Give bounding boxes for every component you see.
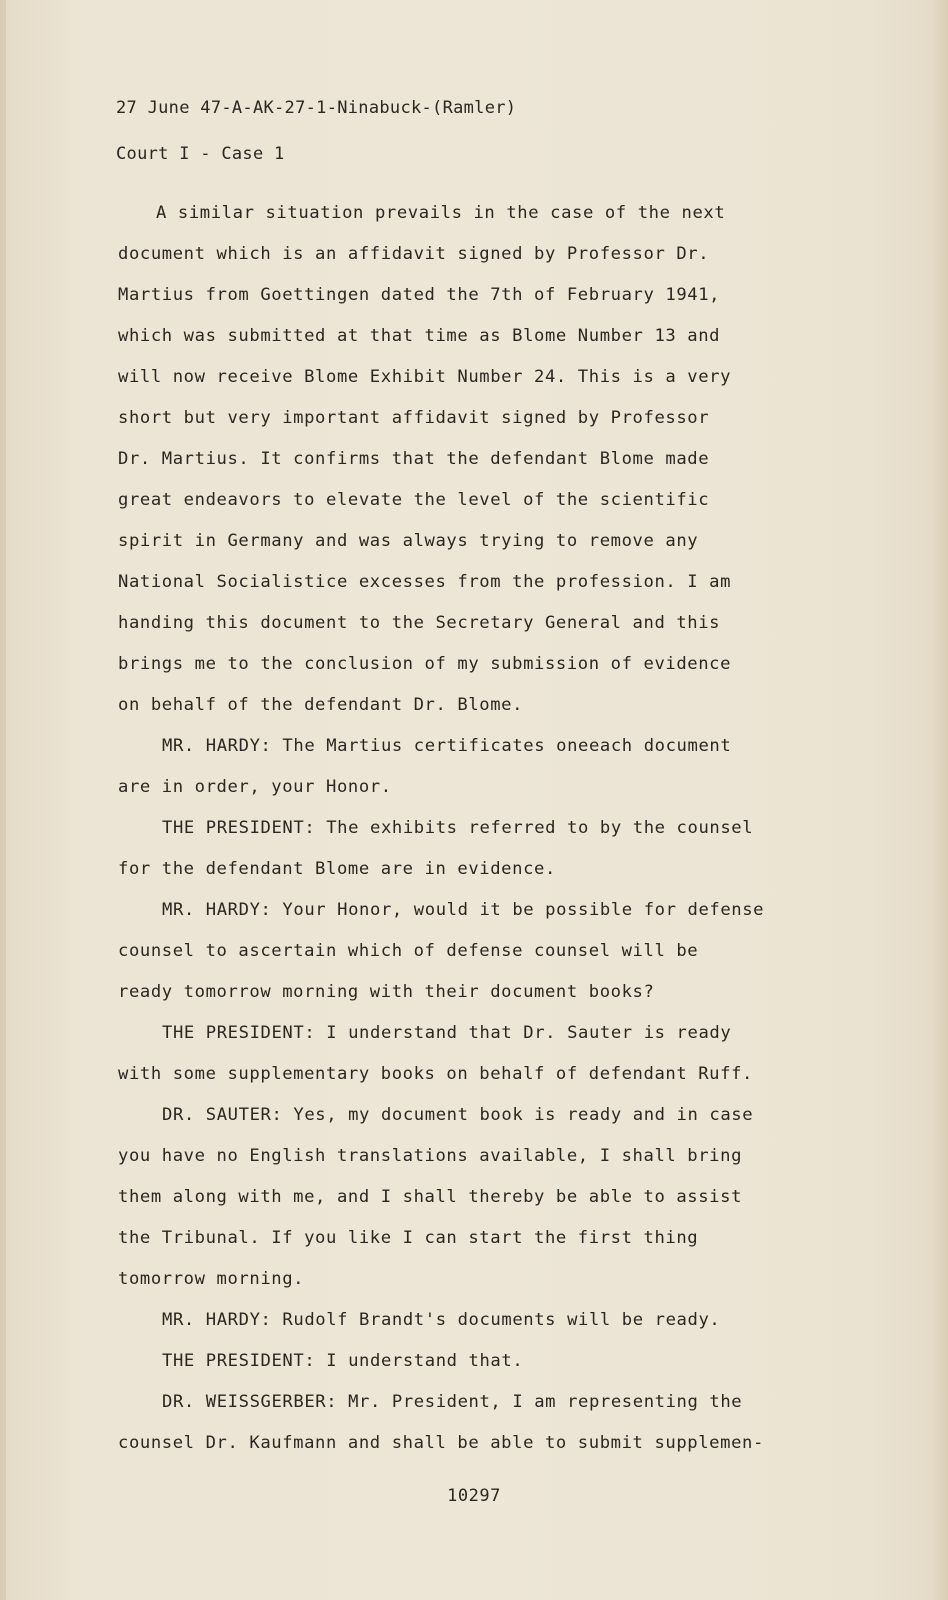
text-line: DR. WEISSGERBER: Mr. President, I am representing the bbox=[162, 1392, 743, 1412]
header-court-line: Court I - Case 1 bbox=[116, 144, 285, 164]
text-line: handing this document to the Secretary General and this bbox=[118, 613, 721, 633]
text-line: will now receive Blome Exhibit Number 24. This is a very bbox=[118, 367, 732, 387]
document-header bbox=[116, 96, 516, 188]
transcript-body bbox=[118, 193, 838, 1464]
text-line: Martius from Goettingen dated the 7th of February 1941, bbox=[118, 285, 721, 305]
text-line: brings me to the conclusion of my submission of evidence bbox=[118, 654, 732, 674]
text-line: MR. HARDY: Rudolf Brandt's documents will be ready. bbox=[162, 1310, 721, 1330]
text-line: great endeavors to elevate the level of the scientific bbox=[118, 490, 710, 510]
text-line: with some supplementary books on behalf of defendant Ruff. bbox=[118, 1064, 753, 1084]
text-line: counsel to ascertain which of defense counsel will be bbox=[118, 941, 699, 961]
text-line: them along with me, and I shall thereby be able to assist bbox=[118, 1187, 743, 1207]
text-line: on behalf of the defendant Dr. Blome. bbox=[118, 695, 524, 715]
text-line: ready tomorrow morning with their document books? bbox=[118, 982, 655, 1002]
page-left-edge bbox=[0, 0, 6, 1600]
text-line: A similar situation prevails in the case of the next bbox=[156, 203, 726, 223]
text-line: document which is an affidavit signed by Professor Dr. bbox=[118, 244, 710, 264]
text-line: Dr. Martius. It confirms that the defendant Blome made bbox=[118, 449, 710, 469]
header-date-line: 27 June 47-A-AK-27-1-Ninabuck-(Ramler) bbox=[116, 98, 517, 118]
text-line: are in order, your Honor. bbox=[118, 777, 392, 797]
text-line: for the defendant Blome are in evidence. bbox=[118, 859, 556, 879]
text-line: you have no English translations available, I shall bring bbox=[118, 1146, 743, 1166]
text-line: spirit in Germany and was always trying to remove any bbox=[118, 531, 699, 551]
text-line: counsel Dr. Kaufmann and shall be able to submit supplemen- bbox=[118, 1433, 764, 1453]
text-line: which was submitted at that time as Blome Number 13 and bbox=[118, 326, 721, 346]
page-number: 10297 bbox=[447, 1486, 501, 1506]
text-line: THE PRESIDENT: I understand that. bbox=[162, 1351, 524, 1371]
text-line: short but very important affidavit signed by Professor bbox=[118, 408, 710, 428]
text-line: DR. SAUTER: Yes, my document book is ready and in case bbox=[162, 1105, 754, 1125]
text-line: the Tribunal. If you like I can start the first thing bbox=[118, 1228, 699, 1248]
text-line: MR. HARDY: Your Honor, would it be possible for defense bbox=[162, 900, 765, 920]
text-line: National Socialistice excesses from the profession. I am bbox=[118, 572, 732, 592]
page-right-edge bbox=[930, 0, 948, 1600]
text-line: MR. HARDY: The Martius certificates oneeach document bbox=[162, 736, 732, 756]
text-line: THE PRESIDENT: The exhibits referred to by the counsel bbox=[162, 818, 754, 838]
text-line: THE PRESIDENT: I understand that Dr. Sauter is ready bbox=[162, 1023, 732, 1043]
text-line: tomorrow morning. bbox=[118, 1269, 305, 1289]
